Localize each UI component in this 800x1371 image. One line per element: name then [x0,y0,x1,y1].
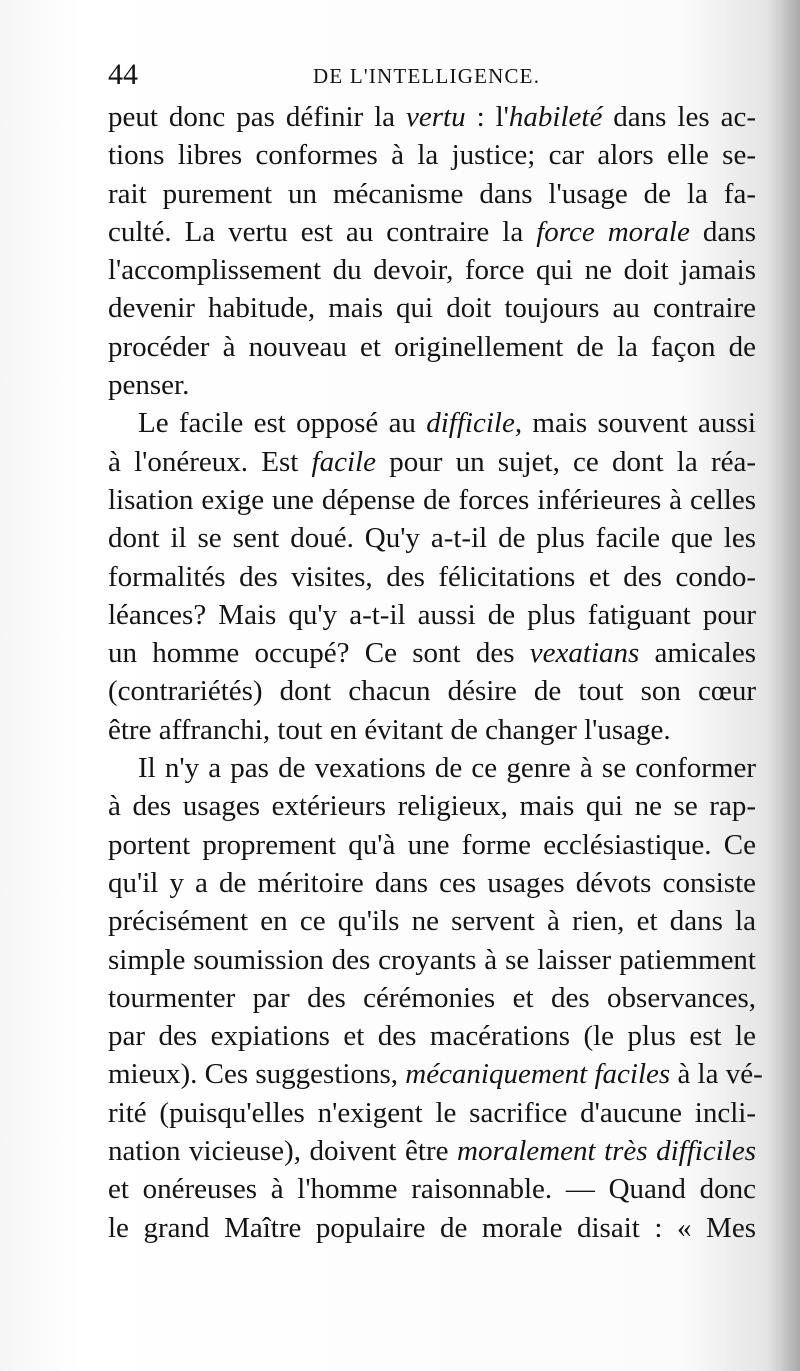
text-line [108,864,756,902]
text-segment: tions libres conformes à la justice; car alors elle se- [108,139,756,172]
text-segment: (contrariétés) dont chacun désire de tout son cœur [108,675,756,708]
text-segment: : l' [465,101,509,133]
text-segment: et onéreuses à l'homme raisonnable. — Quand donc [108,1173,756,1206]
text-segment: à des usages extérieurs religieux, mais qui ne se rap- [108,790,756,823]
text-line [108,1209,756,1247]
italic-text: mécaniquement faciles [405,1058,671,1091]
text-line [108,289,756,327]
text-segment: Le facile est opposé au [138,407,427,440]
text-segment: mieux). Ces suggestions, [108,1058,406,1091]
italic-text: difficile, [426,407,523,440]
text-line [108,634,756,672]
text-segment: amicales [639,637,757,670]
text-line [108,1132,756,1170]
text-segment: tourmenter par des cérémonies et des observances, [108,981,756,1014]
italic-text: vexatians [529,637,640,670]
text-segment: le grand Maître populaire de morale disait : « Mes [108,1211,756,1244]
text-line [108,366,756,404]
text-segment: mais souvent aussi [522,407,756,440]
text-segment: un homme occupé? Ce sont des [108,637,530,670]
text-segment: rité (puisqu'elles n'exigent le sacrifice d'aucune incli- [108,1096,756,1129]
text-line [108,443,756,481]
text-line [108,1170,756,1208]
text-segment: penser. [108,369,190,402]
page-gutter-shadow [766,0,800,1371]
text-segment: à la vé- [670,1058,763,1091]
text-segment: nation vicieuse), doivent être [108,1135,458,1168]
text-segment: culté. La vertu est au contraire la [108,215,537,248]
text-segment: léances? Mais qu'y a-t-il aussi de plus fatiguant pour [108,598,756,631]
text-segment: précisément en ce qu'ils ne servent à rien, et dans la [108,905,756,938]
text-segment: lisation exige une dépense de forces inférieures à celles [108,483,756,516]
text-segment: procéder à nouveau et originellement de la façon de [108,330,756,363]
text-line [108,481,756,519]
body-text [108,98,763,1247]
text-line [108,1017,756,1055]
text-segment: à l'onéreux. Est [108,445,312,478]
text-segment: dont il se sent doué. Qu'y a-t-il de plus facile que les [108,522,756,555]
text-segment: formalités des visites, des félicitations et des condo- [108,560,756,593]
text-segment: Il n'y a pas de vexations de ce genre à se conformer [138,752,756,785]
text-line [108,941,756,979]
text-line [108,328,756,366]
text-line [108,213,756,251]
text-segment: rait purement un mécanisme dans l'usage de la fa- [108,177,756,210]
text-segment: pour un sujet, ce dont la réa- [375,445,756,478]
text-segment: par des expiations et des macérations (le plus est le [108,1020,756,1053]
text-line [108,519,756,557]
text-line [108,596,756,634]
text-segment: dans [689,215,756,248]
text-line [108,749,756,787]
text-segment: dans les ac- [602,101,757,133]
italic-text: habileté [508,101,603,133]
italic-text: facile [311,445,376,478]
text-line [108,1055,763,1093]
text-line [108,98,756,136]
text-line [108,1094,756,1132]
text-line [108,175,756,213]
text-line [108,787,756,825]
page-number: 44 [108,58,138,91]
running-title: DE L'INTELLIGENCE. [313,64,541,88]
text-line [108,826,756,864]
text-segment: portent proprement qu'à une forme ecclésiastique. Ce [108,828,756,861]
italic-text: vertu [406,101,466,133]
text-segment: qu'il y a de méritoire dans ces usages dévots consiste [108,866,756,899]
text-line [108,902,756,940]
text-segment: simple soumission des croyants à se laisser patiemment [108,943,756,976]
text-line [108,711,756,749]
text-segment: devenir habitude, mais qui doit toujours au contraire [108,292,756,325]
text-line [108,979,756,1017]
text-segment: peut donc pas définir la [108,101,407,133]
text-line [108,558,756,596]
text-line [108,136,756,174]
italic-text: force morale [536,215,690,248]
text-segment: l'accomplissement du devoir, force qui ne doit jamais [108,254,756,287]
text-segment: être affranchi, tout en évitant de changer l'usage. [108,713,671,746]
italic-text: moralement très difficiles [457,1135,756,1168]
text-line [108,251,756,289]
text-line [108,672,756,710]
page-header [108,58,756,92]
text-line [108,404,756,442]
